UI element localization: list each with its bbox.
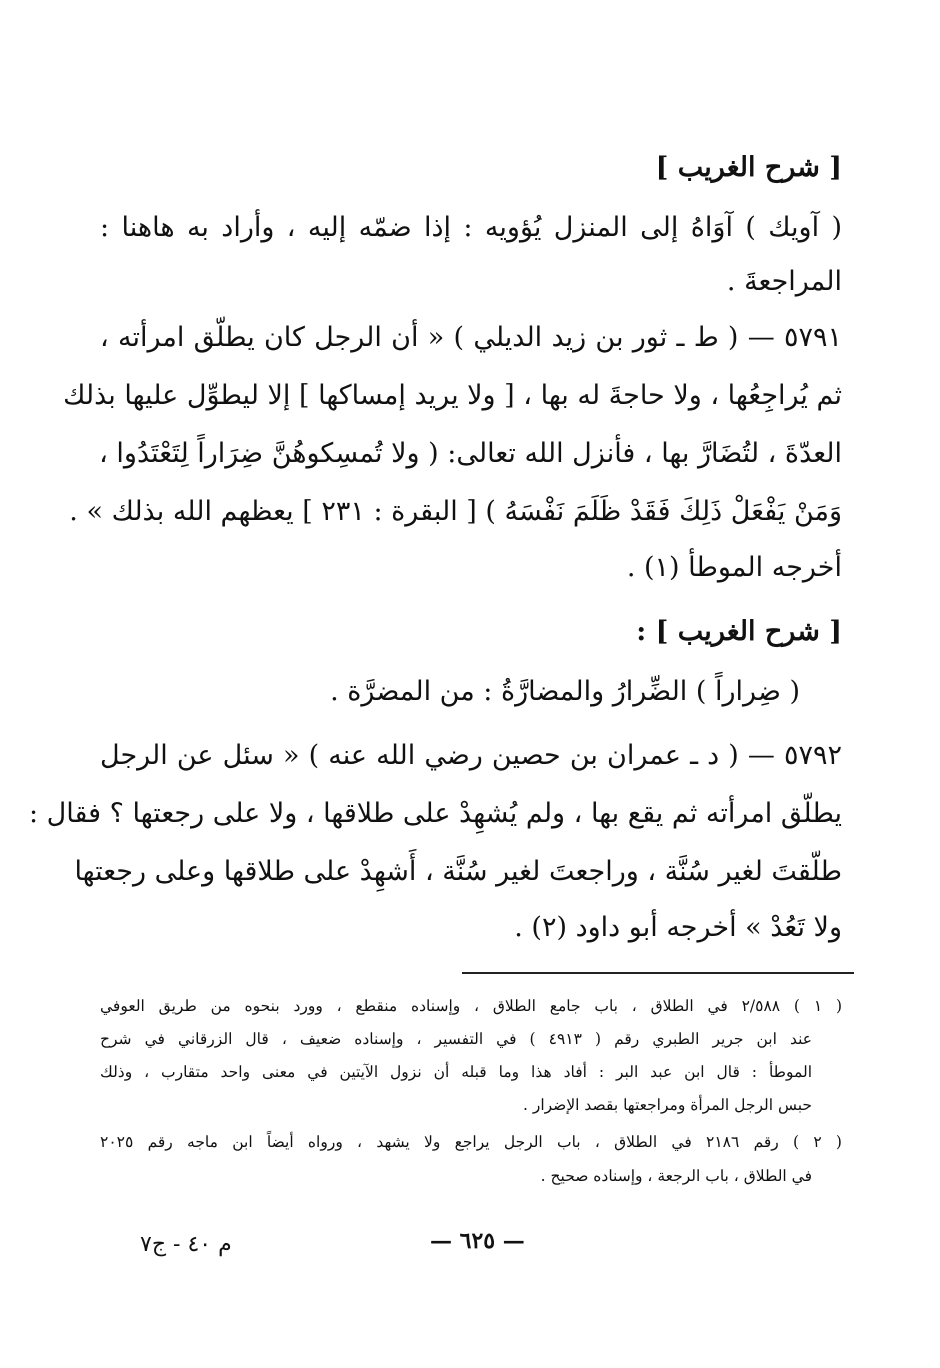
gharib-2-line-1: ( ضِراراً ) الضِّرارُ والمضارَّةُ : من المضرَّة .: [330, 676, 800, 707]
hadith-5791-line-5: أخرجه الموطأ (١) .: [626, 552, 842, 583]
hadith-5791-line-2: ثم يُراجِعُها ، ولا حاجةَ له بها ، [ ولا يريد إمساكها ] إلا ليطوِّل عليها بذلك: [63, 380, 842, 411]
footnote-1-line-3: الموطأ : قال ابن عبد البر : أفاد هذا وما قبله أن نزول الآيتين في معنى واحد متقارب ، وذلك: [100, 1063, 812, 1081]
page-number: — ٦٢٥ —: [430, 1228, 525, 1254]
footnote-2-line-1: ( ٢ ) رقم ٢١٨٦ في الطلاق ، باب الرجل يراجع ولا يشهد ، ورواه أيضاً ابن ماجه رقم ٢٠٢٥: [100, 1133, 842, 1151]
signature-mark: م ٤٠ - ج٧: [140, 1232, 232, 1257]
footnote-1-line-1: ( ١ ) ٢/٥٨٨ في الطلاق ، باب جامع الطلاق ، وإسناده منقطع ، وورد بنحوه من طريق العوفي: [100, 997, 843, 1015]
section-heading-gharib-1: [ شرح الغريب ]: [655, 152, 842, 183]
gharib-1-line-1: ( آويك ) آوَاهُ إلى المنزل يُؤويه : إذا ضمّه إليه ، وأراد به هاهنا :: [100, 212, 842, 243]
hadith-5791-line-3: العدّةَ ، لتُضَارَّ بها ، فأنزل الله تعالى: ( ولا تُمسِكوهُنَّ ضِرَاراً لِتَعْتَدُوا ،: [99, 438, 842, 469]
hadith-5792-line-1: ٥٧٩٢ — ( د ـ عمران بن حصين رضي الله عنه ) « سئل عن الرجل: [100, 740, 842, 771]
gharib-1-line-2: المراجعةَ .: [726, 266, 842, 297]
hadith-5791-line-1: ٥٧٩١ — ( ط ـ ثور بن زيد الديلي ) « أن الرجل كان يطلّق امرأته ،: [100, 322, 842, 353]
footnote-divider: [462, 972, 854, 974]
footnote-1-line-2: عند ابن جرير الطبري رقم ( ٤٩١٣ ) في التفسير ، وإسناده ضعيف ، قال الزرقاني في شرح: [100, 1030, 813, 1048]
section-heading-gharib-2: [ شرح الغريب ] :: [636, 616, 842, 647]
footnote-1-line-4: حبس الرجل المرأة ومراجعتها بقصد الإضرار .: [522, 1096, 812, 1114]
footnote-2-line-2: في الطلاق ، باب الرجعة ، وإسناده صحيح .: [540, 1167, 812, 1185]
hadith-5792-line-2: يطلّق امرأته ثم يقع بها ، ولم يُشهِدْ على طلاقها ، ولا على رجعتها ؟ فقال :: [28, 798, 842, 829]
hadith-5792-line-3: طلّقتَ لغير سُنَّة ، وراجعتَ لغير سُنَّة ، أَشهِدْ على طلاقها وعلى رجعتها: [74, 856, 842, 887]
hadith-5791-line-4: وَمَنْ يَفْعَلْ ذَلِكَ فَقَدْ ظَلَمَ نَفْسَهُ ) [ البقرة : ٢٣١ ] يعظهم الله بذلك » .: [69, 496, 842, 527]
hadith-5792-line-4: ولا تَعُدْ » أخرجه أبو داود (٢) .: [514, 912, 842, 943]
